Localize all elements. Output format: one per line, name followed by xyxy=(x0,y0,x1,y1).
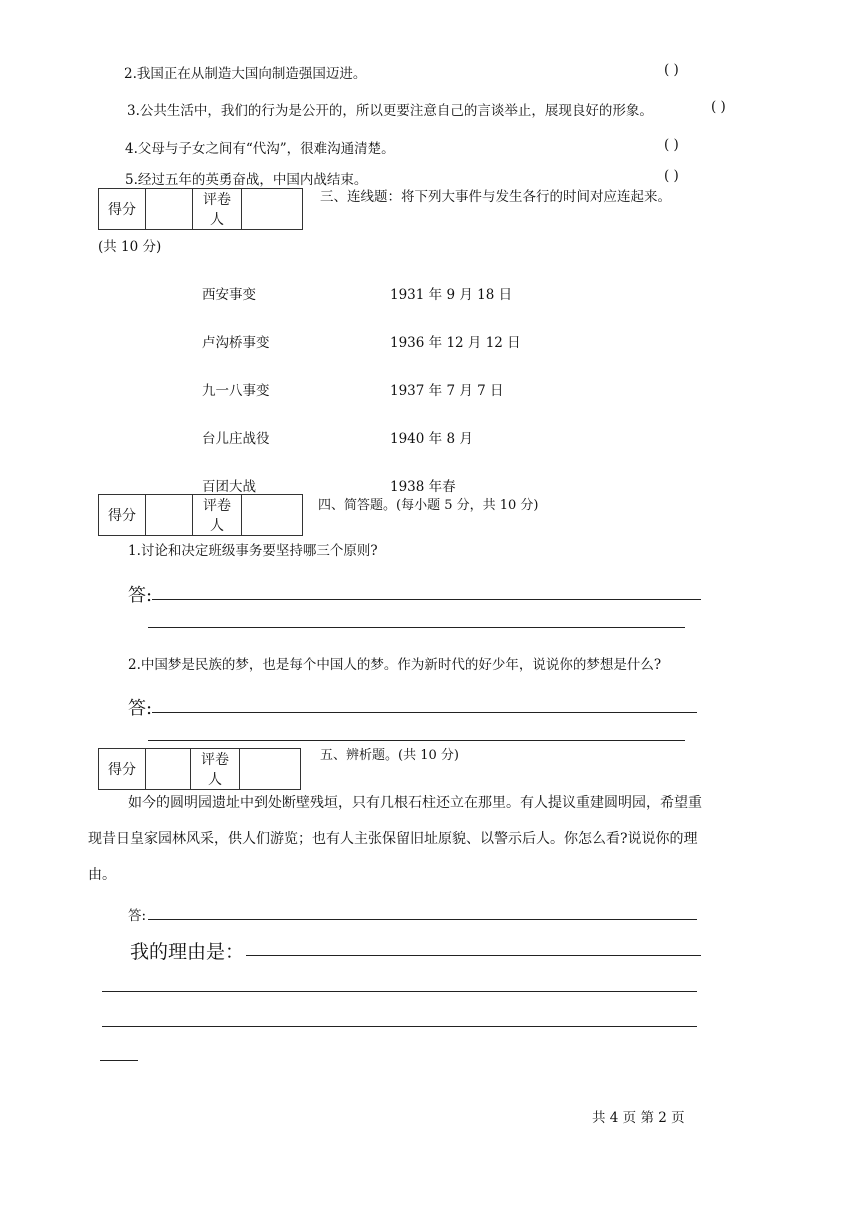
reason-label: 我的理由是： xyxy=(130,941,245,963)
answer-line-2a[interactable] xyxy=(152,712,697,713)
answer-paren-3[interactable]: ( ) xyxy=(711,99,726,115)
event-2[interactable]: 卢沟桥事变 xyxy=(202,335,270,351)
section5-title: 五、辨析题。(共 10 分) xyxy=(320,748,459,763)
event-3[interactable]: 九一八事变 xyxy=(202,383,270,399)
paragraph-text: 如今的圆明园遗址中到处断壁残垣，只有几根石柱还立在那里。有人提议重建圆明园，希望重现昔日皇家园林风采，供人们游览；也有人主张保留旧址原貌、以警示后人。你怎么看?说说你的理由。 xyxy=(88,795,702,883)
grader-label: 评卷人 xyxy=(193,495,242,536)
score-label: 得分 xyxy=(99,189,146,230)
answer-line-2b[interactable] xyxy=(148,740,685,741)
score-table-section5 xyxy=(98,748,301,790)
date-1[interactable]: 1931 年 9 月 18 日 xyxy=(390,287,513,303)
event-4[interactable]: 台儿庄战役 xyxy=(202,431,270,447)
score-cell[interactable] xyxy=(146,189,193,230)
answer-label-5: 答: xyxy=(128,908,147,924)
judge-item-2: 2.我国正在从制造大国向制造强国迈进。 xyxy=(124,66,367,82)
page-footer: 共 4 页 第 2 页 xyxy=(592,1110,685,1126)
section3-title: 三、连线题：将下列大事件与发生各行的时间对应连起来。 xyxy=(320,189,671,205)
answer-line-1b[interactable] xyxy=(148,627,685,628)
reason-line-2[interactable] xyxy=(102,991,697,992)
answer-paren-5[interactable]: ( ) xyxy=(664,168,679,184)
score-cell[interactable] xyxy=(146,495,193,536)
answer-line-5a[interactable] xyxy=(148,919,697,920)
answer-paren-2[interactable]: ( ) xyxy=(664,62,679,78)
answer-paren-4[interactable]: ( ) xyxy=(664,137,679,153)
grader-cell[interactable] xyxy=(242,495,303,536)
section3-points: (共 10 分) xyxy=(98,239,162,255)
question-2: 2.中国梦是民族的梦，也是每个中国人的梦。作为新时代的好少年，说说你的梦想是什么? xyxy=(128,657,662,673)
score-table-section3 xyxy=(98,188,303,230)
section5-paragraph xyxy=(88,785,713,893)
date-2[interactable]: 1936 年 12 月 12 日 xyxy=(390,335,521,351)
event-1[interactable]: 西安事变 xyxy=(202,287,256,303)
date-3[interactable]: 1937 年 7 月 7 日 xyxy=(390,383,504,399)
section4-title: 四、简答题。(每小题 5 分，共 10 分) xyxy=(318,498,539,513)
date-5[interactable]: 1938 年春 xyxy=(390,479,456,495)
date-4[interactable]: 1940 年 8 月 xyxy=(390,431,473,447)
reason-line-4[interactable] xyxy=(100,1060,138,1061)
score-table-section4 xyxy=(98,494,303,536)
answer-label-1: 答: xyxy=(128,585,153,606)
grader-label: 评卷人 xyxy=(193,189,242,230)
score-label: 得分 xyxy=(99,749,146,790)
judge-item-3: 3.公共生活中，我们的行为是公开的，所以更要注意自己的言谈举止，展现良好的形象。 xyxy=(127,103,653,119)
reason-line-3[interactable] xyxy=(102,1026,697,1027)
judge-item-4: 4.父母与子女之间有“代沟”，很难沟通清楚。 xyxy=(125,141,395,157)
score-label: 得分 xyxy=(99,495,146,536)
grader-cell[interactable] xyxy=(240,749,301,790)
score-cell[interactable] xyxy=(146,749,191,790)
reason-line-1[interactable] xyxy=(246,955,701,956)
judge-item-5: 5.经过五年的英勇奋战，中国内战结束。 xyxy=(125,172,368,188)
event-5[interactable]: 百团大战 xyxy=(202,479,256,495)
grader-cell[interactable] xyxy=(242,189,303,230)
answer-line-1a[interactable] xyxy=(152,599,701,600)
answer-label-2: 答: xyxy=(128,698,153,719)
grader-label: 评卷人 xyxy=(191,749,240,790)
question-1: 1.讨论和决定班级事务要坚持哪三个原则? xyxy=(128,543,378,559)
